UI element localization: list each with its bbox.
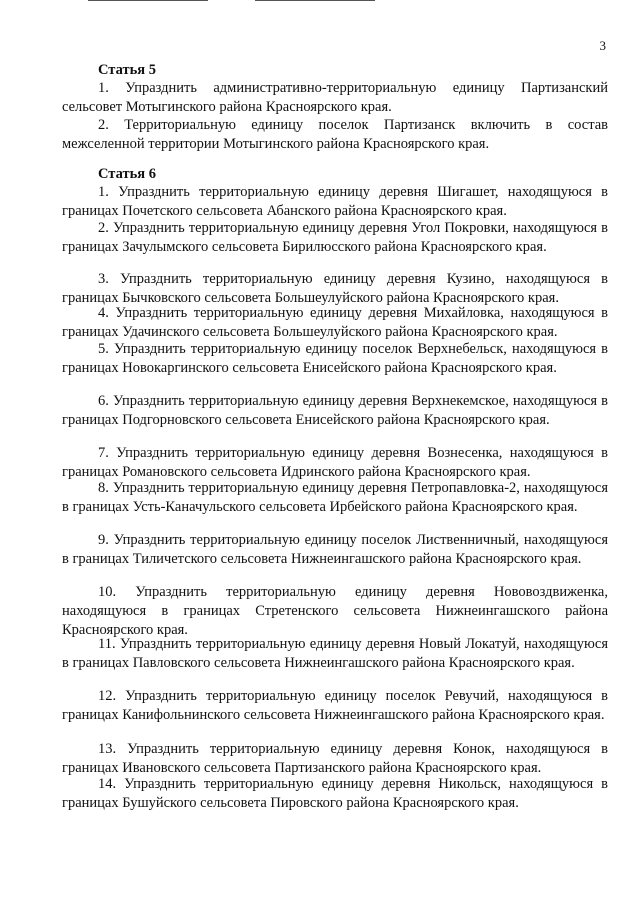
article-6-paragraph-3: 3. Упразднить территориальную единицу деревня Кузино, находящуюся в границах Бычковского сельсовета Большеулуйского района Красноярского края. bbox=[62, 271, 608, 306]
article-6-paragraph-13: 13. Упразднить территориальную единицу деревня Конок, находящуюся в границах Ивановского сельсовета Партизанского района Красноярского края. bbox=[62, 741, 608, 776]
article-6-paragraph-2: 2. Упразднить территориальную единицу деревня Угол Покровки, находящуюся в границах Зачулымского сельсовета Бирилюсского района Красноярского края. bbox=[62, 220, 608, 255]
page-number: 3 bbox=[599, 38, 606, 53]
article-6-paragraph-6: 6. Упразднить территориальную единицу деревня Верхнекемское, находящуюся в границах Подгорновского сельсовета Енисейского района Красноярского края. bbox=[62, 393, 608, 428]
article-6-paragraph-14: 14. Упразднить территориальную единицу деревня Никольск, находящуюся в границах Бушуйского сельсовета Пировского района Красноярского края. bbox=[62, 776, 608, 811]
scan-top-rule-right bbox=[255, 0, 375, 1]
article-6-paragraph-9: 9. Упразднить территориальную единицу поселок Лиственничный, находящуюся в границах Тиличетского сельсовета Нижнеингашского района Красноярского края. bbox=[62, 532, 608, 567]
article-6-paragraph-12: 12. Упразднить территориальную единицу поселок Ревучий, находящуюся в границах Канифольнинского сельсовета Нижнеингашского района Красноярского края. bbox=[62, 688, 608, 723]
article-6-paragraph-10: 10. Упразднить территориальную единицу деревня Нововоздвиженка, находящуюся в границах Стретенского сельсовета Нижнеингашского района Красноярского края. bbox=[62, 584, 608, 638]
article-6-paragraph-1: 1. Упразднить территориальную единицу деревня Шигашет, находящуюся в границах Почетского сельсовета Абанского района Красноярского края. bbox=[62, 184, 608, 219]
article-5-heading: Статья 5 bbox=[98, 62, 156, 78]
article-5-paragraph-1: 1. Упразднить административно-территориальную единицу Партизанский сельсовет Мотыгинского района Красноярского края. bbox=[62, 80, 608, 115]
scan-top-rule-left bbox=[88, 0, 208, 1]
article-6-paragraph-5: 5. Упразднить территориальную единицу поселок Верхнебельск, находящуюся в границах Новокаргинского сельсовета Енисейского района Красноярского края. bbox=[62, 341, 608, 376]
article-6-paragraph-11: 11. Упразднить территориальную единицу деревня Новый Локатуй, находящуюся в границах Павловского сельсовета Нижнеингашского района Красноярского края. bbox=[62, 636, 608, 671]
article-6-paragraph-8: 8. Упразднить территориальную единицу деревня Петропавловка-2, находящуюся в границах Усть-Каначульского сельсовета Ирбейского района Красноярского края. bbox=[62, 480, 608, 515]
article-6-paragraph-7: 7. Упразднить территориальную единицу деревня Вознесенка, находящуюся в границах Романовского сельсовета Идринского района Красноярского края. bbox=[62, 445, 608, 480]
article-6-paragraph-4: 4. Упразднить территориальную единицу деревня Михайловка, находящуюся в границах Удачинского сельсовета Большеулуйского района Красноярского края. bbox=[62, 305, 608, 340]
article-6-heading: Статья 6 bbox=[98, 166, 156, 182]
article-5-paragraph-2: 2. Территориальную единицу поселок Партизанск включить в состав межселенной территории Мотыгинского района Красноярского края. bbox=[62, 117, 608, 152]
